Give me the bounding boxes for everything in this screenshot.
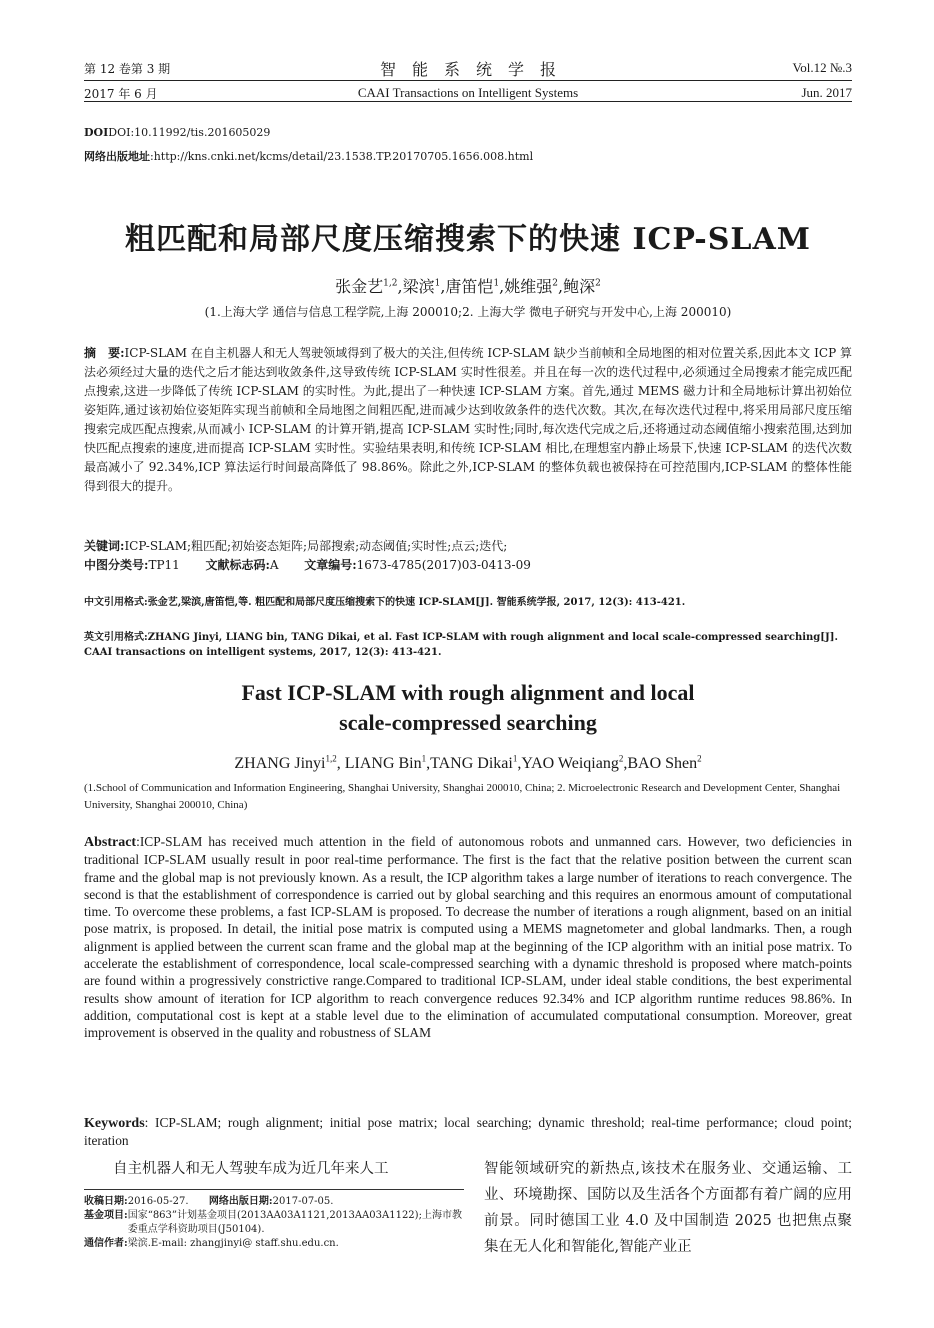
doc-code-value: A (269, 558, 279, 572)
article-no-value: 1673-4785(2017)03-0413-09 (356, 558, 531, 572)
doi-line (84, 126, 270, 139)
abstract-zh-text: ICP-SLAM 在自主机器人和无人驾驶领域得到了极大的关注,但传统 ICP-SLAM 缺少当前帧和全局地图的相对位置关系,因此本文 ICP 算法必须经过大量的迭代之后才能达到收敛条件,这导致传统 ICP-SLAM 实时性很差。并且在每一次的迭代过程中,必须通过全局搜索才能完成匹配点搜索,这进一步降低了传统 ICP-SLAM 的实时性。为此,提出了一种快速 ICP-SLAM 方案。首先,通过 MEMS 磁力计和全局地标计算出初始位姿矩阵,通过该初始位姿矩阵实现当前帧和全局地图之间粗匹配,进而减少达到收敛条件的迭代次数。其次,在每次迭代过程中,将采用局部尺度压缩搜索完成匹配点搜索,从而减小 ICP-SLAM 的计算开销,提高 ICP-SLAM 实时性;同时,每次迭代完成之后,还将通过动态阈值缩小搜索范围,达到加快匹配点搜索的速度,进而提高 ICP-SLAM 实时性。实验结果表明,和传统 ICP-SLAM 相比,在理想室内静止场景下,快速 ICP-SLAM 的迭代次数最高减小了 92.34%,ICP 算法运行时间最高降低了 98.86%。除此之外,ICP-SLAM 的整体负载也被保持在可控范围内,ICP-SLAM 的整体性能得到很大的提升。 (84, 346, 852, 493)
abstract-en-label: Abstract (84, 835, 137, 850)
body-right-column: 智能领域研究的新热点,该技术在服务业、交通运输、工业、环境勘探、国防以及生活各个方面都有着广阔的应用前景。同时德国工业 4.0 及中国制造 2025 也把焦点聚集在无人化和智能化,智能产业正 (484, 1161, 852, 1255)
fund-line (84, 1209, 464, 1237)
author-zh-3-sup: 1 (493, 278, 500, 289)
corresponding-label: 通信作者: (84, 1238, 128, 1249)
title-en-line-1: Fast ICP-SLAM with rough alignment and local (241, 680, 695, 705)
author-zh-2: 梁滨 (402, 277, 435, 296)
keywords-zh (84, 537, 852, 556)
fund-label: 基金项目: (84, 1210, 128, 1221)
abstract-en-text: :ICP-SLAM has received much attention in the field of autonomous robots and unmanned cars. However, two deficiencies in traditional ICP-SLAM usually result in poor real-time performance. The first is the fact that the relative position between the current scan frame and the global map is not previously known. As a result, the ICP algorithm takes a large number of iterations to reach convergence. The second is that the establishment of correspondence is carried out by global searching and this requires an enormous amount of computational time. To overcome these problems, a fast ICP-SLAM is proposed. To decrease the number of iterations a rough alignment, based on an initial pose matrix, is proposed. In detail, the initial pose matrix is computed using a MEMS magnetometer and global landmarks. Then, a rough alignment is applied between the current scan frame and the global map at the beginning of the ICP algorithm with an initial pose matrix. To accelerate the establishment of correspondence, local scale-compressed searching with a dynamic threshold is proposed where match-points are found within a progressively constrictive range.Compared to traditional ICP-SLAM, under ideal stable conditions, the best experimental results show amount of iteration for ICP algorithm to reach convergence reduces 92.34% and ICP algorithm runtime reduces 98.86%. In addition, computational cost is kept at a stable level due to the elimination of accumulated computational consumption. Moreover, great improvement is observed in the quality and robustness of SLAM (84, 834, 852, 1041)
citation-en-text: ZHANG Jinyi, LIANG bin, TANG Dikai, et al. Fast ICP-SLAM with rough alignment and local scale-compressed searching[J]. CAAI transactions on intelligent systems, 2017, 12(3): 413-421. (84, 632, 838, 658)
title-zh: 粗匹配和局部尺度压缩搜索下的快速 ICP-SLAM (125, 222, 811, 257)
author-en-2: LIANG Bin (344, 755, 422, 772)
author-zh-4-sup: 2 (552, 278, 559, 289)
publish-date-en: Jun. 2017 (801, 85, 852, 100)
author-en-2-sup: 1 (421, 753, 427, 764)
author-zh-1-sup: 1,2 (383, 278, 398, 289)
citation-en-label: 英文引用格式: (84, 632, 148, 643)
abstract-zh (84, 344, 852, 496)
online-url-value: :http://kns.cnki.net/kcms/detail/23.1538.TP.20170705.1656.008.html (150, 150, 534, 163)
author-zh-5-sup: 2 (595, 278, 601, 289)
keywords-en-label: Keywords (84, 1116, 145, 1131)
corresponding-value: 梁滨.E-mail: zhangjinyi@ staff.shu.edu.cn. (127, 1238, 339, 1249)
clc-value: TP11 (148, 558, 180, 572)
keywords-zh-text: ICP-SLAM;粗匹配;初始姿态矩阵;局部搜索;动态阈值;实时性;点云;迭代; (124, 539, 508, 553)
citation-en (84, 630, 852, 660)
publish-date: 2017 年 6 月 (84, 87, 158, 101)
abstract-zh-label: 摘 要: (84, 346, 125, 360)
body-left-column: 自主机器人和无人驾驶车成为近几年来人工 (113, 1161, 389, 1177)
doi-value: DOI:10.11992/tis.201605029 (108, 126, 271, 139)
author-en-1: ZHANG Jinyi (234, 755, 326, 772)
citation-zh-label: 中文引用格式: (84, 597, 148, 608)
title-en (84, 678, 852, 738)
journal-title-en: CAAI Transactions on Intelligent Systems (357, 85, 579, 100)
classification-line (84, 556, 852, 575)
affiliation-zh: (1.上海大学 通信与信息工程学院,上海 200010;2. 上海大学 微电子研究与开发中心,上海 200010) (204, 305, 732, 319)
keywords-zh-label: 关键词: (84, 539, 125, 553)
author-en-4-sup: 2 (618, 753, 624, 764)
volume-issue: 第 12 卷第 3 期 (84, 62, 171, 76)
author-en-4: YAO Weiqiang (521, 755, 619, 772)
header-rule-bottom (84, 101, 852, 102)
keywords-en-text: : ICP-SLAM; rough alignment; initial pose matrix; local searching; dynamic threshold; real-time performance; cloud point; iteration (84, 1115, 852, 1149)
corresponding-author-line (84, 1237, 464, 1251)
author-en-5: BAO Shen (627, 755, 698, 772)
author-en-3-sup: 1 (512, 753, 518, 764)
citation-zh-text: 张金艺,梁滨,唐笛恺,等. 粗匹配和局部尺度压缩搜索下的快速 ICP-SLAM[J]. 智能系统学报, 2017, 12(3): 413-421. (147, 597, 686, 608)
received-label: 收稿日期: (84, 1196, 128, 1207)
volume-number-en: Vol.12 №.3 (792, 60, 852, 75)
doc-code-label: 文献标志码: (205, 558, 270, 572)
keywords-en (84, 1114, 852, 1150)
article-no-label: 文章编号: (304, 558, 357, 572)
citation-zh (84, 595, 852, 610)
author-en-3: TANG Dikai (430, 755, 513, 772)
online-url-label: 网络出版地址 (84, 150, 150, 163)
author-zh-2-sup: 1 (434, 278, 441, 289)
fund-value: 国家“863”计划基金项目(2013AA03A1121,2013AA03A1122);上海市教委重点学科资助项目(J50104). (127, 1210, 462, 1235)
author-en-1-sup: 1,2 (325, 753, 337, 764)
abstract-en (84, 833, 852, 1042)
affiliation-en: (1.School of Communication and Information Engineering, Shanghai University, Shanghai 200010, China; 2. Microelectronic Research and Development Center, Shanghai University, Shanghai 200010, China) (84, 782, 841, 811)
online-url-line (84, 148, 533, 164)
author-zh-3: 唐笛恺 (445, 277, 494, 296)
online-date-label: 网络出版日期: (208, 1196, 273, 1207)
online-date-value: 2017-07-05. (272, 1196, 334, 1207)
footnote-rule (84, 1189, 464, 1190)
author-zh-1: 张金艺 (335, 277, 384, 296)
author-en-5-sup: 2 (697, 753, 702, 764)
footnotes (84, 1195, 464, 1251)
title-en-line-2: scale-compressed searching (339, 710, 597, 735)
received-date-line (84, 1195, 464, 1209)
authors-en: ZHANG Jinyi$^{1,2}$, LIANG Bin$^1$,TANG Dikai$^1$,YAO Weiqiang$^2$,BAO Shen$^2$ (234, 753, 702, 772)
authors-zh: 张金艺$^{1,2}$,梁滨$^1$,唐笛恺$^1$,姚维强$^2$,鲍深$^2$ (335, 277, 601, 296)
received-value: 2016-05-27. (127, 1196, 189, 1207)
author-zh-4: 姚维强 (504, 277, 553, 296)
doi-label: DOI (84, 126, 109, 139)
journal-title-zh: 智 能 系 统 学 报 (379, 60, 556, 79)
author-zh-5: 鲍深 (563, 277, 596, 296)
header-rule-top (84, 80, 852, 81)
clc-label: 中图分类号: (84, 558, 149, 572)
